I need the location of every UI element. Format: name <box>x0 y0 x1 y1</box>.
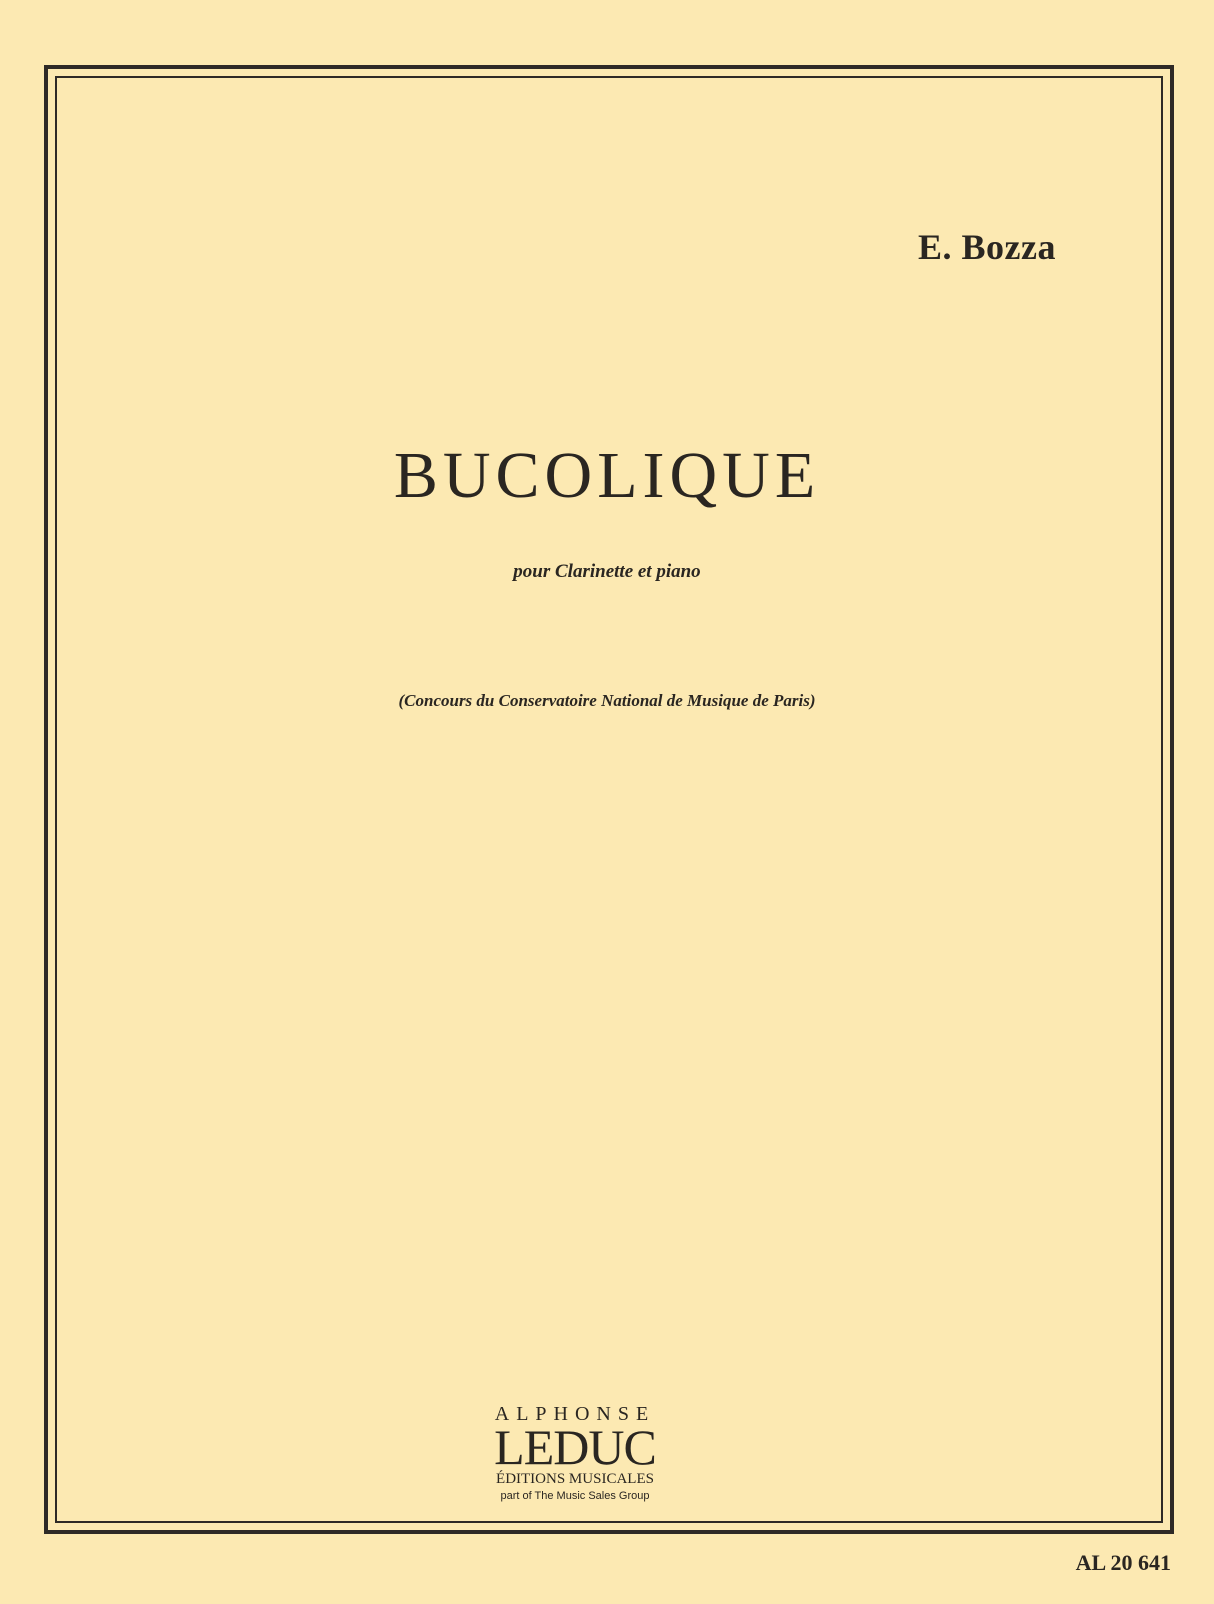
subtitle: pour Clarinette et piano <box>513 561 701 582</box>
publisher-line-4: part of The Music Sales Group <box>500 1490 650 1502</box>
publisher-line-1: ALPHONSE <box>494 1403 656 1425</box>
publisher-line-2: LEDUC <box>494 1419 656 1475</box>
page-title: BUCOLIQUE <box>393 439 821 512</box>
publisher-line-3: ÉDITIONS MUSICALES <box>496 1471 654 1487</box>
composer-name: E. Bozza <box>918 227 1056 267</box>
catalog-number: AL 20 641 <box>1075 1550 1171 1575</box>
publisher-logo <box>460 1403 690 1503</box>
inner-border-frame <box>55 76 1163 1523</box>
competition-note: (Concours du Conservatoire National de Musique de Paris) <box>398 691 816 710</box>
